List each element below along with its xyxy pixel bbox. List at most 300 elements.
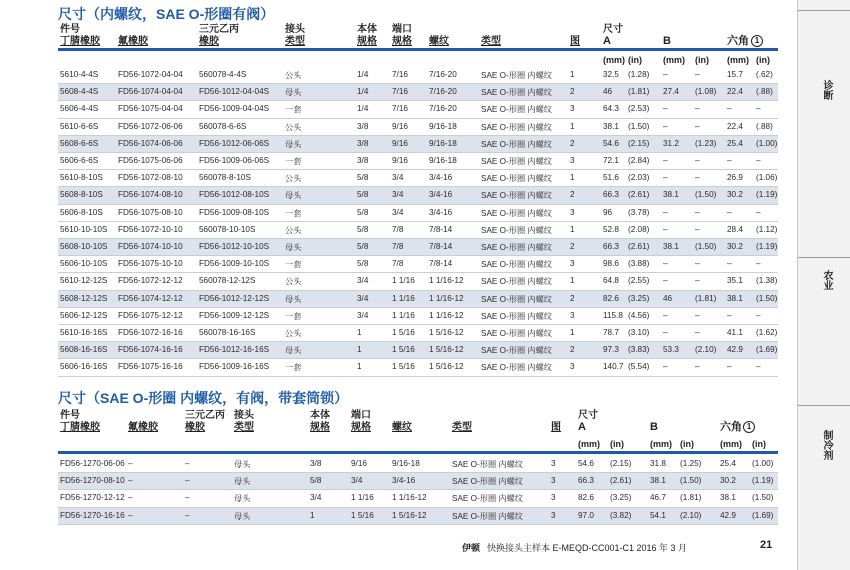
- table-cell: 82.6: [578, 493, 594, 503]
- table-cell: (1.81): [680, 493, 702, 503]
- table-cell: 5/8: [357, 242, 369, 251]
- header-nitrile: 丁腈橡胶: [60, 36, 100, 47]
- table-cell: –: [128, 459, 133, 468]
- table-cell: 72.1: [603, 156, 619, 165]
- table-cell: 母头: [285, 88, 302, 98]
- table-cell: 1 1/16-12: [429, 293, 464, 303]
- table-cell: 1/4: [357, 70, 369, 79]
- table-row: [58, 187, 778, 204]
- unit-label: (mm): [720, 439, 742, 449]
- table-cell: 2: [570, 345, 575, 355]
- table-cell: –: [663, 156, 668, 165]
- table-cell: (1.19): [756, 242, 778, 251]
- page-number: 21: [760, 539, 773, 551]
- row-divider: [58, 376, 778, 377]
- header-coupling: 接头: [285, 24, 305, 35]
- table-cell: 1 1/16: [392, 310, 415, 320]
- table-cell: –: [663, 121, 668, 131]
- footer-brand: 伊顿: [462, 543, 481, 553]
- table-cell: (2.10): [695, 345, 717, 355]
- table-cell: FD56-1074-08-10: [118, 190, 183, 200]
- table-cell: 1 5/16: [392, 328, 415, 337]
- table-cell: –: [185, 510, 190, 520]
- table-cell: (1.06): [756, 173, 778, 183]
- table-cell: (5.54): [628, 362, 650, 372]
- table-cell: 9/16: [392, 156, 408, 165]
- header-col-a: A: [603, 35, 611, 47]
- header-hex: 六角: [727, 35, 749, 47]
- table-cell: –: [185, 476, 190, 486]
- table-cell: 5/8: [357, 190, 369, 200]
- table-cell: –: [128, 493, 133, 503]
- table-cell: 30.2: [720, 476, 736, 486]
- table-cell: 公头: [285, 122, 302, 132]
- table-cell: 9/16-18: [429, 156, 457, 165]
- table-row: [58, 490, 778, 507]
- table-cell: 30.2: [727, 190, 743, 200]
- unit-label: (mm): [727, 55, 749, 65]
- table-cell: SAE O-形圈 内螺纹: [481, 191, 552, 201]
- table-cell: 公头: [285, 71, 302, 80]
- table-cell: 母头: [285, 346, 302, 356]
- table-cell: FD56-1074-12-12: [118, 293, 183, 303]
- table-cell: 母头: [234, 460, 251, 469]
- table-cell: 1: [570, 70, 575, 79]
- table-cell: 115.8: [603, 310, 623, 320]
- table-cell: –: [695, 70, 700, 79]
- table-cell: –: [695, 156, 700, 165]
- table-cell: –: [695, 173, 700, 183]
- table-cell: (1.81): [695, 293, 717, 303]
- table-row: [58, 342, 778, 359]
- table-row: [58, 170, 778, 187]
- header-size: 尺寸: [603, 24, 623, 35]
- table-cell: SAE O-形圈 内螺纹: [481, 243, 552, 252]
- header-thread: 螺纹: [429, 36, 449, 47]
- header-figure: 图: [551, 422, 561, 433]
- header-col-a: A: [578, 421, 586, 433]
- table-cell: 7/8-14: [429, 224, 453, 234]
- table-cell: 2: [570, 138, 575, 148]
- table-cell: 母头: [234, 494, 251, 504]
- table-cell: FD56-1072-06-06: [118, 121, 183, 131]
- table-cell: FD56-1074-04-04: [118, 87, 183, 97]
- table-cell: FD56-1012-16-16S: [199, 345, 270, 355]
- table-cell: 3/4-16: [392, 476, 416, 486]
- table-cell: FD56-1075-10-10: [118, 259, 183, 269]
- table-cell: FD56-1270-06-06: [60, 459, 125, 468]
- table-cell: 42.9: [720, 510, 736, 520]
- table-cell: FD56-1012-10-10S: [199, 242, 270, 251]
- table-cell: SAE O-形圈 内螺纹: [481, 225, 552, 235]
- table-cell: 5608-16-16S: [60, 345, 108, 355]
- section2-title: 尺寸（SAE O-形圈 内螺纹，有阀，带套筒锁）: [58, 390, 349, 406]
- table-cell: 3: [551, 510, 556, 520]
- table-cell: (2.10): [680, 510, 702, 520]
- table-cell: (1.50): [695, 242, 717, 251]
- footnote-marker: 1: [751, 35, 763, 47]
- table-cell: 1: [570, 224, 575, 234]
- header-port-size: 规格: [392, 36, 412, 47]
- table-cell: 一套: [285, 105, 302, 115]
- table-cell: FD56-1072-16-16: [118, 328, 183, 337]
- table-cell: 38.1: [603, 121, 619, 131]
- table-cell: –: [663, 207, 668, 217]
- header-body: 本体: [357, 24, 377, 35]
- table-row: [58, 256, 778, 273]
- footnote-wrap: [748, 35, 763, 47]
- table-cell: –: [185, 493, 190, 503]
- table-row: [58, 84, 778, 101]
- table-cell: 5610-10-10S: [60, 224, 108, 234]
- table-cell: FD56-1009-12-12S: [199, 310, 270, 320]
- table-cell: (1.28): [628, 70, 650, 79]
- table-cell: 5608-10-10S: [60, 242, 108, 251]
- table-cell: 5/8: [357, 224, 369, 234]
- table-cell: –: [695, 310, 700, 320]
- table-cell: SAE O-形圈 内螺纹: [481, 363, 552, 373]
- table-cell: (1.38): [756, 276, 778, 286]
- table-cell: 3/4: [310, 493, 322, 503]
- header-body: 本体: [310, 410, 330, 421]
- header-port: 端口: [392, 24, 412, 35]
- unit-label: (mm): [603, 55, 625, 65]
- table-cell: FD56-1009-06-06S: [199, 156, 270, 165]
- section1-header-bar: [58, 48, 778, 51]
- table-cell: 27.4: [663, 87, 679, 97]
- unit-label: (in): [680, 439, 694, 449]
- table-cell: FD56-1074-16-16: [118, 345, 183, 355]
- table-cell: 46: [663, 293, 673, 303]
- table-cell: 3/4: [357, 276, 369, 286]
- table-cell: 26.9: [727, 173, 743, 183]
- side-tab-refrigerant[interactable]: 制冷剂: [821, 430, 832, 460]
- unit-label: (in): [628, 55, 642, 65]
- section2-header-bar: [58, 451, 778, 454]
- table-cell: –: [695, 328, 700, 337]
- table-cell: SAE O-形圈 内螺纹: [481, 105, 552, 115]
- table-cell: 1 5/16-12: [429, 345, 464, 355]
- table-cell: 3: [570, 104, 575, 114]
- table-cell: –: [695, 121, 700, 131]
- table-cell: 97.3: [603, 345, 619, 355]
- table-cell: –: [756, 156, 761, 165]
- side-index: [797, 0, 850, 570]
- table-cell: 1: [570, 121, 575, 131]
- table-cell: 5606-8-10S: [60, 207, 103, 217]
- table-cell: (3.83): [628, 345, 650, 355]
- table-cell: 3/4: [357, 293, 369, 303]
- table-cell: 1 1/16: [392, 276, 415, 286]
- table-cell: 38.1: [663, 242, 679, 251]
- header-body-size: 规格: [310, 422, 330, 433]
- table-cell: 7/16-20: [429, 87, 457, 97]
- table-cell: FD56-1009-08-10S: [199, 207, 270, 217]
- header-figure: 图: [570, 36, 580, 47]
- table-cell: FD56-1012-06-06S: [199, 138, 270, 148]
- table-cell: 5610-6-6S: [60, 121, 99, 131]
- table-cell: 母头: [285, 139, 302, 149]
- table-cell: –: [663, 173, 668, 183]
- header-col-b: B: [650, 421, 658, 433]
- table-cell: –: [663, 259, 668, 269]
- table-cell: 30.2: [727, 242, 743, 251]
- header-coupling-type: 类型: [285, 36, 305, 47]
- table-cell: 1 1/16: [392, 293, 415, 303]
- unit-label: (mm): [578, 439, 600, 449]
- table-cell: –: [727, 310, 732, 320]
- table-cell: 66.3: [578, 476, 594, 486]
- table-cell: 公头: [285, 329, 302, 338]
- table-cell: (1.50): [628, 121, 650, 131]
- header-port: 端口: [351, 410, 371, 421]
- table-cell: 38.1: [720, 493, 736, 503]
- table-cell: 98.6: [603, 259, 619, 269]
- table-cell: 38.1: [650, 476, 666, 486]
- table-cell: SAE O-形圈 内螺纹: [481, 174, 552, 184]
- table-cell: –: [128, 510, 133, 520]
- header-epdm: 三元乙丙: [185, 410, 225, 421]
- table-cell: (.88): [756, 87, 773, 97]
- table-cell: 5606-16-16S: [60, 362, 108, 372]
- table-cell: 9/16: [392, 121, 408, 131]
- footnote-wrap: [740, 421, 755, 433]
- table-cell: 2: [570, 190, 575, 200]
- table-cell: 母头: [234, 477, 251, 487]
- table-cell: 3/4-16: [429, 173, 453, 183]
- table-cell: 53.3: [663, 345, 679, 355]
- row-divider: [58, 524, 778, 525]
- table-cell: –: [727, 104, 732, 114]
- table-cell: 1: [357, 328, 362, 337]
- table-cell: (3.78): [628, 207, 650, 217]
- table-cell: 9/16-18: [429, 121, 457, 131]
- table-cell: 母头: [234, 511, 251, 521]
- table-cell: 5608-12-12S: [60, 293, 108, 303]
- table-cell: (1.00): [756, 138, 778, 148]
- table-cell: 公头: [285, 277, 302, 287]
- table-cell: 1 5/16: [392, 362, 415, 372]
- table-cell: 2: [570, 242, 575, 251]
- table-cell: FD56-1270-16-16: [60, 510, 125, 520]
- table-cell: 1 5/16: [392, 345, 415, 355]
- table-cell: 3: [570, 310, 575, 320]
- side-tab-agriculture[interactable]: 农业: [821, 270, 832, 290]
- table-cell: 1 5/16: [351, 510, 374, 520]
- table-cell: –: [695, 104, 700, 114]
- table-cell: 7/16: [392, 70, 408, 79]
- table-cell: –: [756, 362, 761, 372]
- table-cell: –: [663, 328, 668, 337]
- table-cell: 5608-6-6S: [60, 138, 99, 148]
- table-cell: (2.53): [628, 104, 650, 114]
- table-cell: –: [756, 104, 761, 114]
- table-cell: 3/4-16: [429, 190, 453, 200]
- table-cell: 560078-6-6S: [199, 121, 247, 131]
- table-cell: FD56-1009-04-04S: [199, 104, 270, 114]
- table-cell: 5/8: [310, 476, 322, 486]
- table-cell: 560078-8-10S: [199, 173, 251, 183]
- table-cell: (2.03): [628, 173, 650, 183]
- table-cell: (2.61): [610, 476, 632, 486]
- side-tab-diagnostics[interactable]: 诊断: [821, 80, 832, 100]
- table-cell: 560078-4-4S: [199, 70, 247, 79]
- table-cell: –: [756, 259, 761, 269]
- table-cell: SAE O-形圈 内螺纹: [452, 477, 523, 487]
- table-cell: (1.69): [752, 510, 774, 520]
- table-cell: –: [663, 70, 668, 79]
- table-cell: 9/16: [351, 459, 367, 468]
- table-cell: FD56-1270-12-12: [60, 493, 125, 503]
- section1-title: 尺寸（内螺纹，SAE O-形圈有阀）: [58, 6, 275, 22]
- table-cell: 560078-10-10S: [199, 224, 256, 234]
- table-cell: 560078-12-12S: [199, 276, 256, 286]
- table-cell: FD56-1072-10-10: [118, 224, 183, 234]
- table-cell: 7/8-14: [429, 259, 453, 269]
- table-cell: 66.3: [603, 242, 619, 251]
- table-cell: 5606-12-12S: [60, 310, 108, 320]
- table-cell: 一套: [285, 260, 302, 270]
- table-cell: –: [663, 310, 668, 320]
- table-cell: 5608-4-4S: [60, 87, 99, 97]
- table-cell: 52.8: [603, 224, 619, 234]
- table-cell: 1 1/16: [351, 493, 374, 503]
- table-row: [58, 273, 778, 290]
- table-cell: SAE O-形圈 内螺纹: [452, 460, 523, 469]
- table-row: [58, 291, 778, 308]
- table-cell: –: [727, 362, 732, 372]
- table-cell: –: [695, 259, 700, 269]
- table-cell: (1.23): [695, 138, 717, 148]
- table-cell: 5/8: [357, 173, 369, 183]
- table-cell: –: [695, 207, 700, 217]
- table-cell: FD56-1074-10-10: [118, 242, 183, 251]
- unit-label: (in): [756, 55, 770, 65]
- table-cell: SAE O-形圈 内螺纹: [481, 311, 552, 321]
- table-cell: 7/8: [392, 224, 404, 234]
- table-cell: 1 1/16-12: [392, 493, 427, 503]
- table-cell: 3/8: [357, 121, 369, 131]
- table-cell: 22.4: [727, 121, 743, 131]
- table-cell: 3/4: [392, 207, 404, 217]
- table-cell: 15.7: [727, 70, 743, 79]
- table-cell: 1: [357, 345, 362, 355]
- table-cell: SAE O-形圈 内螺纹: [481, 88, 552, 98]
- table-cell: 1 1/16-12: [429, 310, 464, 320]
- table-cell: 3: [570, 156, 575, 165]
- header-port-size: 规格: [351, 422, 371, 433]
- table-cell: FD56-1072-04-04: [118, 70, 183, 79]
- side-separator: [798, 10, 850, 11]
- table-cell: (1.08): [695, 87, 717, 97]
- table-cell: (.88): [756, 121, 773, 131]
- table-cell: 5606-6-6S: [60, 156, 99, 165]
- table-cell: –: [695, 224, 700, 234]
- unit-label: (mm): [663, 55, 685, 65]
- table-cell: 5610-8-10S: [60, 173, 103, 183]
- table-cell: 母头: [285, 243, 302, 252]
- table-cell: 2: [570, 87, 575, 97]
- table-cell: 38.1: [727, 293, 743, 303]
- table-cell: (1.50): [756, 293, 778, 303]
- unit-label: (in): [752, 439, 766, 449]
- table-cell: 7/16: [392, 87, 408, 97]
- table-cell: 1: [310, 510, 315, 520]
- table-cell: 7/8: [392, 259, 404, 269]
- side-separator: [798, 257, 850, 258]
- table-cell: (2.15): [628, 138, 650, 148]
- table-cell: 1 5/16-12: [429, 362, 464, 372]
- table-cell: 3: [570, 362, 575, 372]
- table-cell: 一套: [285, 157, 302, 166]
- table-cell: (2.15): [610, 459, 632, 468]
- table-cell: FD56-1072-08-10: [118, 173, 183, 183]
- table-row: [58, 205, 778, 222]
- table-cell: 1/4: [357, 87, 369, 97]
- table-cell: (1.19): [752, 476, 774, 486]
- footnote-marker: 1: [743, 421, 755, 433]
- table-cell: FD56-1012-12-12S: [199, 293, 270, 303]
- table-row: [58, 308, 778, 325]
- table-cell: –: [727, 259, 732, 269]
- table-cell: 5610-4-4S: [60, 70, 99, 79]
- table-cell: 5606-4-4S: [60, 104, 99, 114]
- table-cell: 1: [570, 328, 575, 337]
- table-cell: 41.1: [727, 328, 743, 337]
- table-cell: (.62): [756, 70, 773, 79]
- table-cell: 5610-12-12S: [60, 276, 108, 286]
- table-cell: 7/16-20: [429, 104, 457, 114]
- header-part-number: 件号: [60, 24, 80, 35]
- table-cell: 32.5: [603, 70, 619, 79]
- table-cell: –: [695, 362, 700, 372]
- table-cell: 7/16: [392, 104, 408, 114]
- table-cell: FD56-1009-10-10S: [199, 259, 270, 269]
- table-cell: (1.50): [680, 476, 702, 486]
- side-separator: [798, 405, 850, 406]
- table-cell: 97.0: [578, 510, 594, 520]
- table-cell: 560078-16-16S: [199, 328, 256, 337]
- table-cell: (3.25): [628, 293, 650, 303]
- table-cell: FD56-1075-06-06: [118, 156, 183, 165]
- table-row: [58, 119, 778, 136]
- table-cell: (1.12): [756, 224, 778, 234]
- header-hex: 六角: [720, 421, 742, 433]
- table-cell: 22.4: [727, 87, 743, 97]
- table-cell: 5/8: [357, 259, 369, 269]
- table-row: [58, 153, 778, 170]
- table-row: [58, 67, 778, 84]
- table-cell: 1 5/16-12: [429, 328, 464, 337]
- table-cell: (2.08): [628, 224, 650, 234]
- table-cell: FD56-1075-04-04: [118, 104, 183, 114]
- table-cell: 35.1: [727, 276, 743, 286]
- table-cell: 3/8: [357, 156, 369, 165]
- table-cell: 54.6: [578, 459, 594, 468]
- table-cell: –: [663, 104, 668, 114]
- table-cell: 5608-8-10S: [60, 190, 103, 200]
- table-cell: (1.62): [756, 328, 778, 337]
- table-cell: 1: [357, 362, 362, 372]
- table-cell: (1.81): [628, 87, 650, 97]
- table-row: [58, 101, 778, 118]
- table-cell: (4.56): [628, 310, 650, 320]
- table-cell: 3/4: [357, 310, 369, 320]
- table-row: [58, 473, 778, 490]
- table-cell: 5606-10-10S: [60, 259, 108, 269]
- table-cell: FD56-1075-12-12: [118, 310, 183, 320]
- table-cell: 9/16-18: [392, 459, 420, 468]
